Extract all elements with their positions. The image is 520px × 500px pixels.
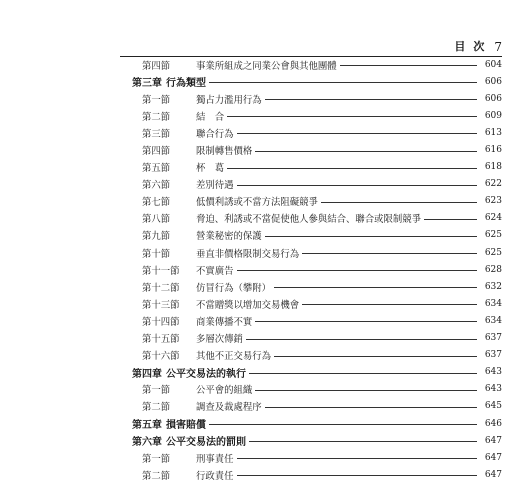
section-title: 事業所組成之同業公會與其他團體 [196, 60, 337, 72]
page-ref: 623 [484, 196, 502, 207]
leader-line [424, 219, 477, 220]
page-ref: 604 [484, 59, 502, 70]
section-title: 刑事責任 [196, 453, 234, 465]
leader-line [237, 133, 477, 134]
leader-line [227, 116, 477, 117]
leader-line [265, 99, 477, 100]
leader-line [255, 321, 477, 322]
page-ref: 616 [484, 145, 502, 156]
section-title: 其他不正交易行為 [196, 351, 272, 363]
leader-line [237, 458, 477, 459]
section-title: 聯合行為 [196, 128, 234, 140]
toc-section-row [120, 381, 502, 398]
section-title: 營業秘密的保護 [196, 231, 262, 243]
section-number: 第一節 [142, 94, 171, 106]
section-number: 第三節 [142, 128, 171, 140]
section-number: 第一節 [142, 385, 171, 397]
toc-section-row [120, 449, 502, 466]
page-ref: 625 [484, 247, 502, 258]
section-number: 第十三節 [142, 299, 180, 311]
section-title: 不當贈獎以增加交易機會 [196, 299, 300, 311]
section-title: 商業傳播不實 [196, 316, 253, 328]
section-title: 不實廣告 [196, 265, 234, 277]
table-of-contents [120, 56, 502, 483]
page-ref: 606 [484, 93, 502, 104]
page-ref: 647 [484, 469, 502, 480]
page-ref: 622 [484, 179, 502, 190]
leader-line [255, 151, 477, 152]
page-ref: 634 [484, 298, 502, 309]
page-ref: 609 [484, 110, 502, 121]
page-ref: 643 [484, 384, 502, 395]
toc-section-row [120, 90, 502, 107]
section-number: 第四節 [142, 146, 171, 158]
toc-section-row [120, 193, 502, 210]
section-number: 第五節 [142, 163, 171, 175]
leader-line [265, 236, 477, 237]
toc-section-row [120, 176, 502, 193]
toc-section-row [120, 330, 502, 347]
toc-section-row [120, 210, 502, 227]
chapter-number: 第三章 [132, 78, 162, 90]
page-ref: 625 [484, 230, 502, 241]
page-ref: 632 [484, 281, 502, 292]
section-number: 第十六節 [142, 351, 180, 363]
toc-section-row [120, 159, 502, 176]
section-title: 杯 葛 [196, 163, 225, 175]
leader-line [209, 424, 477, 425]
toc-section-row [120, 124, 502, 141]
chapter-title: 公平交易法的執行 [166, 368, 246, 380]
chapter-title: 公平交易法的罰則 [166, 437, 246, 449]
page-ref: 645 [484, 401, 502, 412]
running-head-title-2: 次 [473, 40, 485, 53]
section-number: 第一節 [142, 453, 171, 465]
toc-section-row [120, 56, 502, 73]
section-number: 第九節 [142, 231, 171, 243]
section-number: 第二節 [142, 111, 171, 123]
section-title: 脅迫、利誘或不當促使他人參與結合、聯合或限制競爭 [196, 214, 422, 226]
section-number: 第二節 [142, 470, 171, 482]
chapter-number: 第五章 [132, 420, 162, 432]
section-number: 第六節 [142, 180, 171, 192]
toc-section-row [120, 278, 502, 295]
section-number: 第十節 [142, 248, 171, 260]
toc-section-row [120, 312, 502, 329]
leader-line [227, 168, 477, 169]
section-title: 行政責任 [196, 470, 234, 482]
toc-section-row [120, 295, 502, 312]
section-title: 結 合 [196, 111, 225, 123]
leader-line [302, 304, 477, 305]
toc-section-row [120, 347, 502, 364]
leader-line [265, 407, 477, 408]
toc-section-row [120, 227, 502, 244]
leader-line [255, 390, 477, 391]
toc-chapter-row [120, 364, 502, 381]
section-title: 公平會的組織 [196, 385, 253, 397]
running-head [454, 38, 502, 54]
leader-line [209, 82, 477, 83]
leader-line [249, 441, 477, 442]
section-number: 第十二節 [142, 282, 180, 294]
toc-chapter-row [120, 432, 502, 449]
leader-line [237, 270, 477, 271]
leader-line [274, 356, 477, 357]
page-ref: 647 [484, 435, 502, 446]
leader-line [340, 65, 477, 66]
section-title: 低價利誘或不當方法阻礙競爭 [196, 197, 318, 209]
section-number: 第七節 [142, 197, 171, 209]
page-ref: 628 [484, 264, 502, 275]
section-number: 第四節 [142, 60, 171, 72]
leader-line [246, 339, 477, 340]
toc-section-row [120, 107, 502, 124]
chapter-title: 行為類型 [166, 78, 206, 90]
toc-section-row [120, 244, 502, 261]
toc-section-row [120, 398, 502, 415]
toc-section-row [120, 261, 502, 278]
page-ref: 613 [484, 127, 502, 138]
section-number: 第十五節 [142, 334, 180, 346]
page-ref: 637 [484, 350, 502, 361]
leader-line [302, 253, 477, 254]
section-title: 限制轉售價格 [196, 146, 253, 158]
section-title: 調查及裁處程序 [196, 402, 262, 414]
leader-line [249, 373, 477, 374]
section-number: 第十一節 [142, 265, 180, 277]
running-head-title-1: 目 [454, 40, 466, 53]
leader-line [274, 287, 477, 288]
leader-line [237, 185, 477, 186]
page-ref: 637 [484, 333, 502, 344]
page-ref: 618 [484, 162, 502, 173]
leader-line [237, 475, 477, 476]
section-title: 仿冒行為（攀附） [196, 282, 272, 294]
page-ref: 647 [484, 452, 502, 463]
toc-section-row [120, 466, 502, 483]
page-number: 7 [494, 40, 502, 54]
chapter-number: 第六章 [132, 437, 162, 449]
leader-line [321, 202, 477, 203]
toc-section-row [120, 141, 502, 158]
page-ref: 646 [484, 418, 502, 429]
section-title: 差別待遇 [196, 180, 234, 192]
section-title: 獨占力濫用行為 [196, 94, 262, 106]
toc-chapter-row [120, 73, 502, 90]
toc-chapter-row [120, 415, 502, 432]
section-number: 第十四節 [142, 316, 180, 328]
chapter-number: 第四章 [132, 368, 162, 380]
chapter-title: 損害賠償 [166, 420, 206, 432]
section-title: 垂直非價格限制交易行為 [196, 248, 300, 260]
page-ref: 606 [484, 76, 502, 87]
section-title: 多層次傳銷 [196, 334, 243, 346]
page-ref: 643 [484, 367, 502, 378]
page-ref: 624 [484, 213, 502, 224]
section-number: 第八節 [142, 214, 171, 226]
page-ref: 634 [484, 315, 502, 326]
section-number: 第二節 [142, 402, 171, 414]
